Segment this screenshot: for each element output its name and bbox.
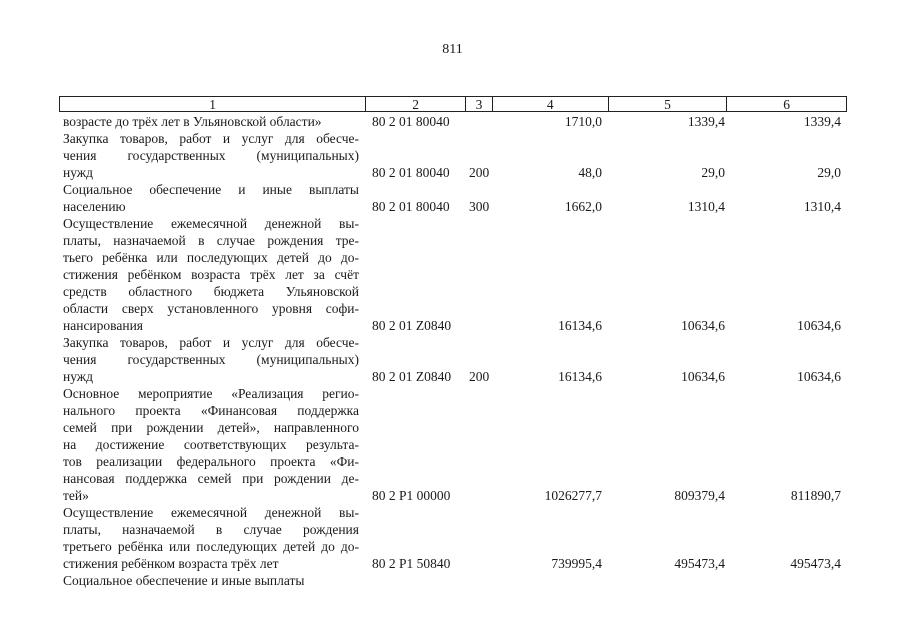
column-header-6: 6 xyxy=(783,97,791,112)
value-col5: 809379,4 xyxy=(674,488,725,503)
description-line: нансирования xyxy=(63,318,144,333)
column-header-1: 1 xyxy=(60,97,366,111)
description-line: тов реализации федерального проекта «Фи- xyxy=(63,454,359,469)
description-line: Основное мероприятие «Реализация регио- xyxy=(63,386,359,401)
column-header-5: 5 xyxy=(609,97,728,111)
value-col6: 29,0 xyxy=(817,165,841,180)
description-line: нансовая поддержка семей при рождении де- xyxy=(63,471,359,486)
description-line: средств областного бюджета Ульяновской xyxy=(63,284,359,299)
value-col5: 1339,4 xyxy=(687,114,725,129)
value-col5: 29,0 xyxy=(701,165,725,180)
description-line: тей» xyxy=(63,488,89,503)
table-row xyxy=(0,130,905,181)
value-col4: 16134,6 xyxy=(558,369,602,384)
table-row xyxy=(0,385,905,504)
budget-code: 80 2 01 80040 xyxy=(372,165,450,180)
description-line: Закупка товаров, работ и услуг для обесче- xyxy=(63,335,359,350)
value-col4: 16134,6 xyxy=(558,318,602,333)
row-description xyxy=(63,385,359,504)
expense-type: 200 xyxy=(469,369,490,384)
table-row xyxy=(0,113,905,130)
budget-code: 80 2 01 80040 xyxy=(372,199,450,214)
budget-code: 80 2 01 80040 xyxy=(372,114,450,129)
description-line: платы, назначаемой в случае рождения xyxy=(63,522,359,537)
expense-type: 300 xyxy=(469,199,490,214)
table-header xyxy=(59,96,847,112)
value-col4: 1026277,7 xyxy=(544,488,602,503)
description-line: нужд xyxy=(63,369,93,384)
row-description xyxy=(63,215,359,334)
description-line: стижения ребёнком возраста трёх лет xyxy=(63,556,279,571)
description-line: стижения ребёнком возраста трёх лет за счёт xyxy=(63,267,359,282)
description-line: Социальное обеспечение и иные выплаты xyxy=(63,182,359,197)
description-line: чения государственных (муниципальных) xyxy=(63,148,359,163)
value-col6: 811890,7 xyxy=(790,488,841,503)
row-description xyxy=(63,504,359,572)
value-col6: 10634,6 xyxy=(797,369,841,384)
budget-code: 80 2 P1 00000 xyxy=(372,488,451,503)
table-row xyxy=(0,215,905,334)
description-line: Осуществление ежемесячной денежной вы- xyxy=(63,216,359,231)
value-col4: 1710,0 xyxy=(564,114,602,129)
value-col4: 1662,0 xyxy=(564,199,602,214)
description-line: Социальное обеспечение и иные выплаты xyxy=(63,573,305,588)
value-col6: 10634,6 xyxy=(797,318,841,333)
value-col5: 10634,6 xyxy=(681,369,725,384)
row-description xyxy=(63,572,359,589)
value-col6: 495473,4 xyxy=(790,556,841,571)
budget-code: 80 2 01 Z0840 xyxy=(372,318,452,333)
column-header-4: 4 xyxy=(493,97,609,111)
description-line: возрасте до трёх лет в Ульяновской области» xyxy=(63,114,322,129)
table-body xyxy=(0,113,905,589)
column-header-3: 3 xyxy=(466,97,493,111)
value-col5: 10634,6 xyxy=(681,318,725,333)
budget-code: 80 2 01 Z0840 xyxy=(372,369,452,384)
value-col6: 1310,4 xyxy=(803,199,841,214)
description-line: нального проекта «Финансовая поддержка xyxy=(63,403,359,418)
description-line: Осуществление ежемесячной денежной вы- xyxy=(63,505,359,520)
value-col5: 1310,4 xyxy=(687,199,725,214)
expense-type: 200 xyxy=(469,165,490,180)
description-line: Закупка товаров, работ и услуг для обесче- xyxy=(63,131,359,146)
row-description xyxy=(63,181,359,215)
table-row xyxy=(0,334,905,385)
value-col6: 1339,4 xyxy=(803,114,841,129)
table-row xyxy=(0,572,905,589)
description-line: платы, назначаемой в случае рождения тре- xyxy=(63,233,359,248)
description-line: области сверх установленного уровня софи- xyxy=(63,301,359,316)
description-line: населению xyxy=(63,199,126,214)
value-col4: 48,0 xyxy=(578,165,602,180)
value-col4: 739995,4 xyxy=(551,556,602,571)
description-line: тьего ребёнка или последующих детей до до- xyxy=(63,250,359,265)
description-line: третьего ребёнка или последующих детей до до- xyxy=(63,539,359,554)
page-number: 811 xyxy=(442,42,463,57)
column-header-2: 2 xyxy=(366,97,466,111)
table-row xyxy=(0,504,905,572)
description-line: нужд xyxy=(63,165,93,180)
row-description xyxy=(63,130,359,181)
row-description xyxy=(63,113,359,130)
table-row xyxy=(0,181,905,215)
value-col5: 495473,4 xyxy=(674,556,725,571)
budget-code: 80 2 P1 50840 xyxy=(372,556,451,571)
description-line: на достижение соответствующих результа- xyxy=(63,437,359,452)
description-line: семей при рождении детей», направленного xyxy=(63,420,359,435)
description-line: чения государственных (муниципальных) xyxy=(63,352,359,367)
row-description xyxy=(63,334,359,385)
